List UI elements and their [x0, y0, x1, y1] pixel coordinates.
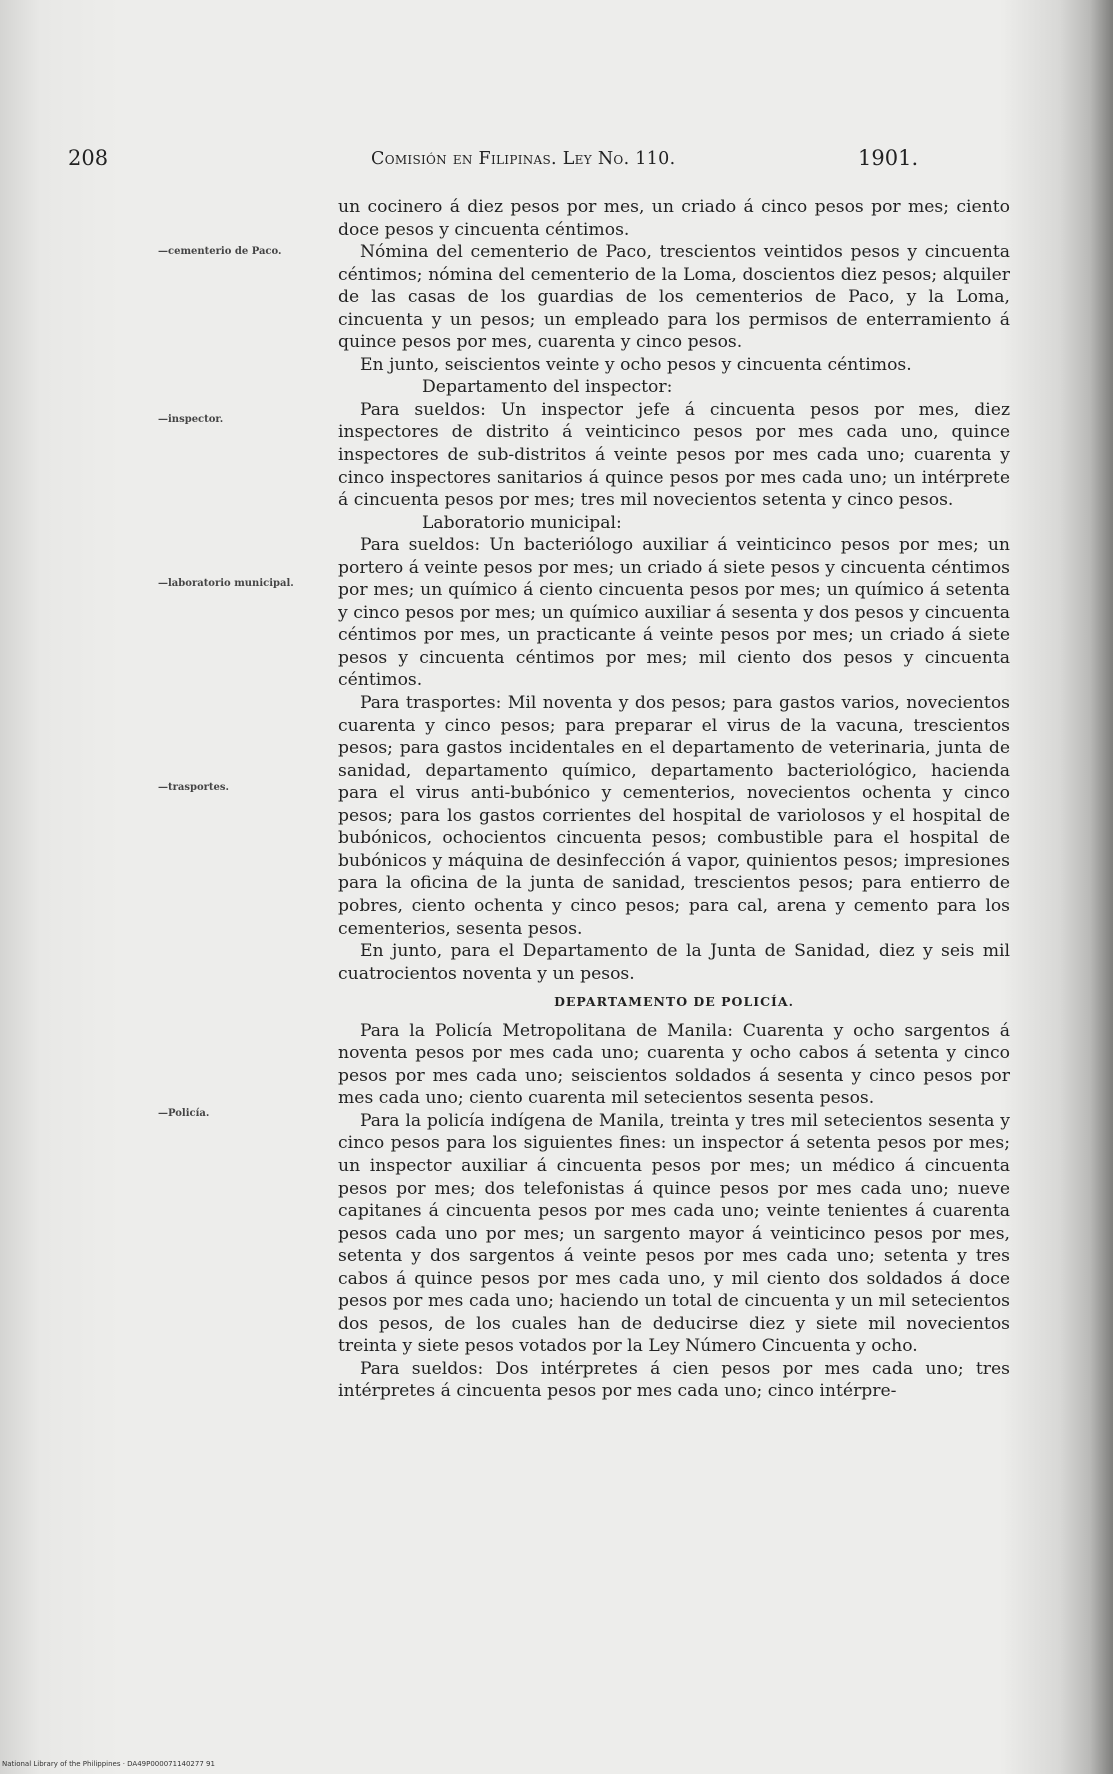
paragraph: En junto, seiscientos veinte y ocho pesos y cincuenta céntimos. — [360, 354, 912, 375]
paragraph: Para la Policía Metropolitana de Manila: Cuarenta y ocho sargentos á noventa pesos por mes cada uno; cuarenta y ocho cabos á setenta y cinco pesos por mes cada uno; seiscientos soldados á sesenta y cinco pesos por mes cada uno; ciento cuarenta mil setecientos sesenta pesos. — [338, 1020, 1010, 1109]
paragraph: Para sueldos: Un inspector jefe á cincuenta pesos por mes, diez inspectores de distrito á veinticinco pesos por mes cada uno, quince inspectores de sub-distritos á veinte pesos por mes cada uno; cuarenta y cinco inspectores sanitarios á quince pesos por mes cada uno; un intérprete á cincuenta pesos por mes; tres mil novecientos setenta y cinco pesos. — [338, 399, 1010, 511]
paragraph: un cocinero á diez pesos por mes, un criado á cinco pesos por mes; ciento doce pesos y cincuenta céntimos. — [338, 197, 1010, 240]
page-header — [68, 146, 918, 176]
paragraph: Para sueldos: Un bacteriólogo auxiliar á veinticinco pesos por mes; un portero á veinte pesos por mes; un criado á siete pesos y cincuenta céntimos por mes; un químico á ciento cincuenta pesos por mes; un químico á setenta y cinco pesos por mes; un químico auxiliar á sesenta y dos pesos y cincuenta céntimos por mes, un practicante á veinte pesos por mes; un criado á siete pesos y cincuenta céntimos por mes; mil ciento dos pesos y cincuenta céntimos. — [338, 535, 1010, 691]
paragraph: Nómina del cementerio de Paco, trescientos veintidos pesos y cincuenta céntimos; nómina del cementerio de la Loma, doscientos diez pesos; alquiler de las casas de los guardias de los cementerios de Paco, y la Loma, cincuenta y un pesos; un empleado para los permisos de enterramiento á quince pesos por mes, cuarenta y cinco pesos. — [338, 242, 1010, 353]
page-number: 208 — [68, 146, 109, 170]
running-head-year: 1901. — [858, 146, 919, 170]
margin-note-trasportes: —trasportes. — [158, 782, 230, 793]
margin-note-inspector: —inspector. — [158, 414, 224, 425]
margin-note-cementerio: —cementerio de Paco. — [158, 246, 282, 257]
margin-note-laboratorio: —laboratorio municipal. — [158, 578, 294, 589]
paragraph: Para sueldos: Dos intérpretes á cien pesos por mes cada uno; tres intérpretes á cincuenta pesos por mes cada uno; cinco intérpre- — [338, 1358, 1010, 1402]
paragraph: Para trasportes: Mil noventa y dos pesos; para gastos varios, novecientos cuarenta y cinco pesos; para preparar el virus de la vacuna, trescientos pesos; para gastos incidentales en el departamento de veterinaria, junta de sanidad, departamento químico, departamento bacteriológico, hacienda para el virus anti-bubónico y cementerios, novecientos ochenta y cinco pesos; para los gastos corrientes del hospital de variolosos y el hospital de bubónicos, ochocientos cincuenta pesos; combustible para el hospital de bubónicos y máquina de desinfección á vapor, quinientos pesos; impresiones para la oficina de la junta de sanidad, trescientos pesos; para entierro de pobres, ciento ochenta y cinco pesos; para cal, arena y cemento para los cementerios, sesenta pesos. — [338, 693, 1010, 939]
running-head: Comisión en Filipinas. Ley No. 110. — [371, 149, 676, 169]
body-text — [338, 196, 1010, 1403]
paragraph: Para la policía indígena de Manila, treinta y tres mil setecientos sesenta y cinco pesos para los siguientes fines: un inspector á setenta pesos por mes; un inspector auxiliar á cincuenta pesos por mes; un médico á cincuenta pesos por mes; dos telefonistas á quince pesos por mes cada uno; nueve capitanes á cincuenta pesos por mes cada uno; veinte tenientes á cuarenta pesos cada uno por mes; un sargento mayor á veinticinco pesos por mes, setenta y dos sargentos á veinte pesos por mes cada uno; setenta y tres cabos á quince pesos por mes cada uno, y mil ciento dos soldados á doce pesos por mes cada uno; haciendo un total de cincuenta y un mil setecientos dos pesos, de los cuales han de deducirse diez y siete mil novecientos treinta y siete pesos votados por la Ley Número Cincuenta y ocho. — [338, 1110, 1010, 1357]
subheading-laboratorio: Laboratorio municipal: — [422, 512, 622, 533]
paragraph: En junto, para el Departamento de la Junta de Sanidad, diez y seis mil cuatrocientos noventa y un pesos. — [338, 941, 1010, 984]
archive-stamp: National Library of the Philippines · DA49P000071140277 91 — [2, 1760, 215, 1768]
subheading-inspector: Departamento del inspector: — [422, 377, 673, 398]
section-heading-policia: DEPARTAMENTO DE POLICÍA. — [554, 994, 794, 1010]
margin-note-policia: —Policía. — [158, 1108, 210, 1119]
